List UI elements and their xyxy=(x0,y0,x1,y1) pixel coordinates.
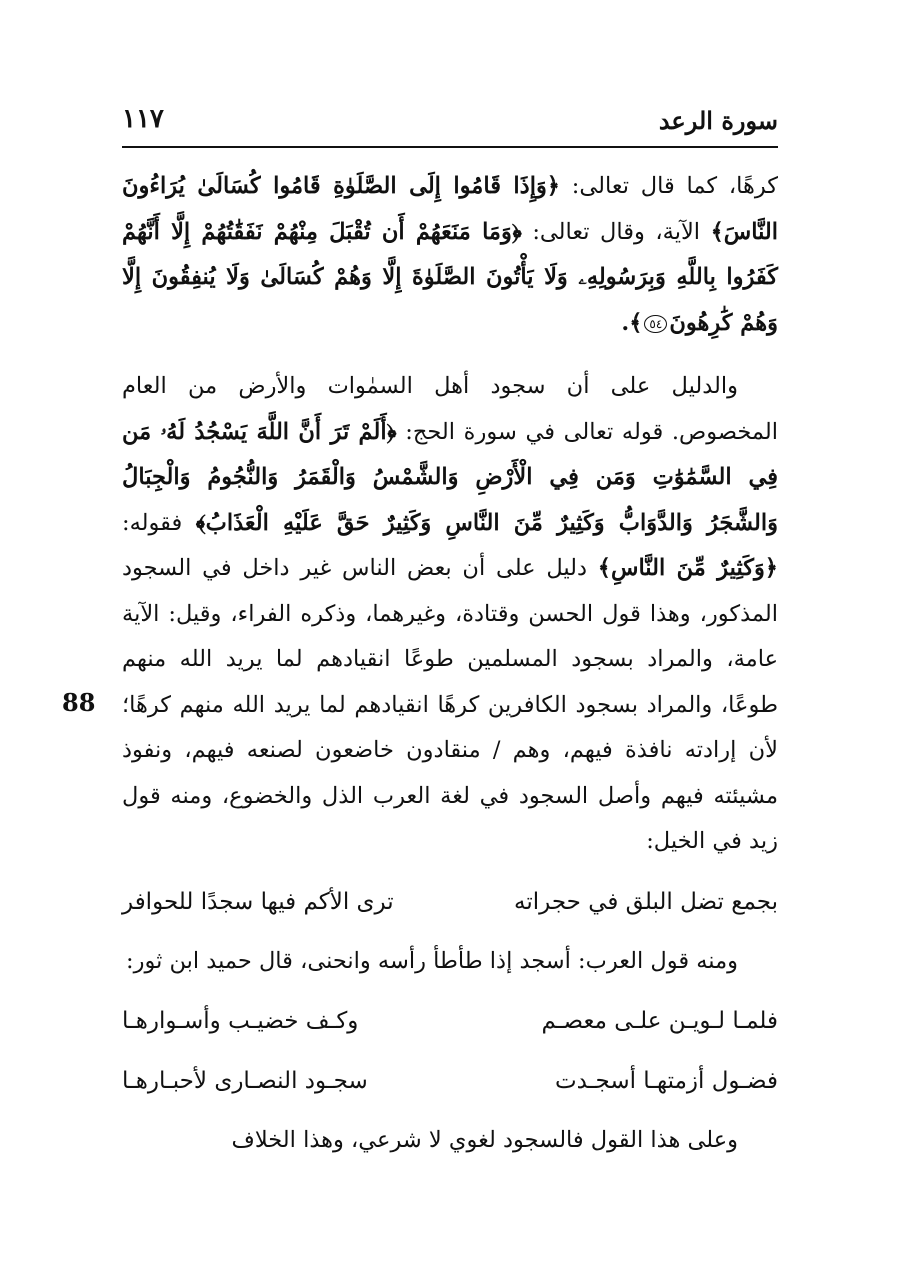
margin-page-reference: 88 xyxy=(62,688,96,717)
paragraph-4: وعلى هذا القول فالسجود لغوي لا شرعي، وهذا الخلاف xyxy=(231,1127,738,1153)
poem-verse xyxy=(122,1058,778,1104)
surah-title: سورة الرعد xyxy=(658,106,778,135)
page-number: ١١٧ xyxy=(122,104,164,134)
quran-verse: ﴿وَمَا مَنَعَهُمْ أَن تُقْبَلَ مِنْهُمْ نَفَقَٰتُهُمْ إِلَّا أَنَّهُمْ كَفَرُوا بِاللَّهِ وَبِرَسُولِهِۦ وَلَا يَأْتُونَ الصَّلَوٰةَ إِلَّا وَهُمْ كُسَالَىٰ وَلَا يُنفِقُونَ إِلَّا وَهُمْ كَٰرِهُونَ xyxy=(122,218,778,336)
quran-verse-close: ﴾. xyxy=(621,309,643,336)
quran-verse: ﴿وَكَثِيرٌ مِّنَ النَّاسِ﴾ xyxy=(597,555,778,581)
poem-second-hemistich: ترى الأكم فيها سجدًا للحوافر xyxy=(122,888,394,915)
text-run: دليل على أن بعض الناس غير داخل في السجود المذكور، وهذا قول الحسن وقتادة، وغيرهما، وذكره الفراء، وقيل: الآية عامة، والمراد بسجود المسلمين طوعًا انقيادهم لما يريد الله منهم طوعًا، والمراد بسجود الكافرين كرهًا انقيادهم لما يريد الله منهم كرهًا؛ لأن إرادته نافذة فيهم، وهم / منقادون خاضعون لصنعه فيهم، ونفوذ مشيئته فيهم وأصل السجود في لغة العرب الذل والخضوع، ومنه قول زيد في الخيل: xyxy=(122,555,778,854)
poem-second-hemistich: وكـف خضيـب وأسـوارهـا xyxy=(122,1008,359,1034)
poem-second-hemistich: سجـود النصـارى لأحبـارهـا xyxy=(122,1068,368,1094)
paragraph-3: ومنه قول العرب: أسجد إذا طأطأ رأسه وانحنى، قال حميد ابن ثور: xyxy=(126,947,738,974)
paragraph-2 xyxy=(122,364,778,865)
poem-first-hemistich: بجمع تضل البلق في حجراته xyxy=(514,888,778,915)
verse-number-marker: ٥٤ xyxy=(644,315,667,333)
paragraph-1 xyxy=(122,164,778,346)
text-run: والدليل على أن سجود أهل السمٰوات والأرض من العام المخصوص. قوله تعالى في سورة الحج: xyxy=(122,373,778,445)
poem-verse xyxy=(122,879,778,925)
poem-first-hemistich: فلمـا لـويـن علـى معصـم xyxy=(541,1008,778,1034)
page-header xyxy=(122,100,778,148)
body-text xyxy=(122,164,778,1164)
poem-verse xyxy=(122,998,778,1044)
quran-verse: ﴿وَإِذَا قَامُوا إِلَى الصَّلَوٰةِ قَامُوا كُسَالَىٰ يُرَاءُونَ النَّاسَ﴾ xyxy=(122,173,779,245)
quran-verse: ﴿أَلَمْ تَرَ أَنَّ اللَّهَ يَسْجُدُ لَهُۥ مَن فِي السَّمَٰوَٰتِ وَمَن فِي الْأَرْضِ وَالشَّمْسُ وَالْقَمَرُ وَالنُّجُومُ وَالْجِبَالُ وَالشَّجَرُ وَالدَّوَابُّ وَكَثِيرٌ مِّنَ النَّاسِ وَكَثِيرٌ حَقَّ عَلَيْهِ الْعَذَابُ﴾ xyxy=(122,418,778,536)
poem-first-hemistich: فضـول أزمتهـا أسجـدت xyxy=(555,1068,778,1094)
text-run: الآية، وقال تعالى: xyxy=(521,218,711,245)
text-run: فقوله: xyxy=(122,509,196,536)
text-run: كرهًا، كما قال تعالى: xyxy=(560,173,778,199)
